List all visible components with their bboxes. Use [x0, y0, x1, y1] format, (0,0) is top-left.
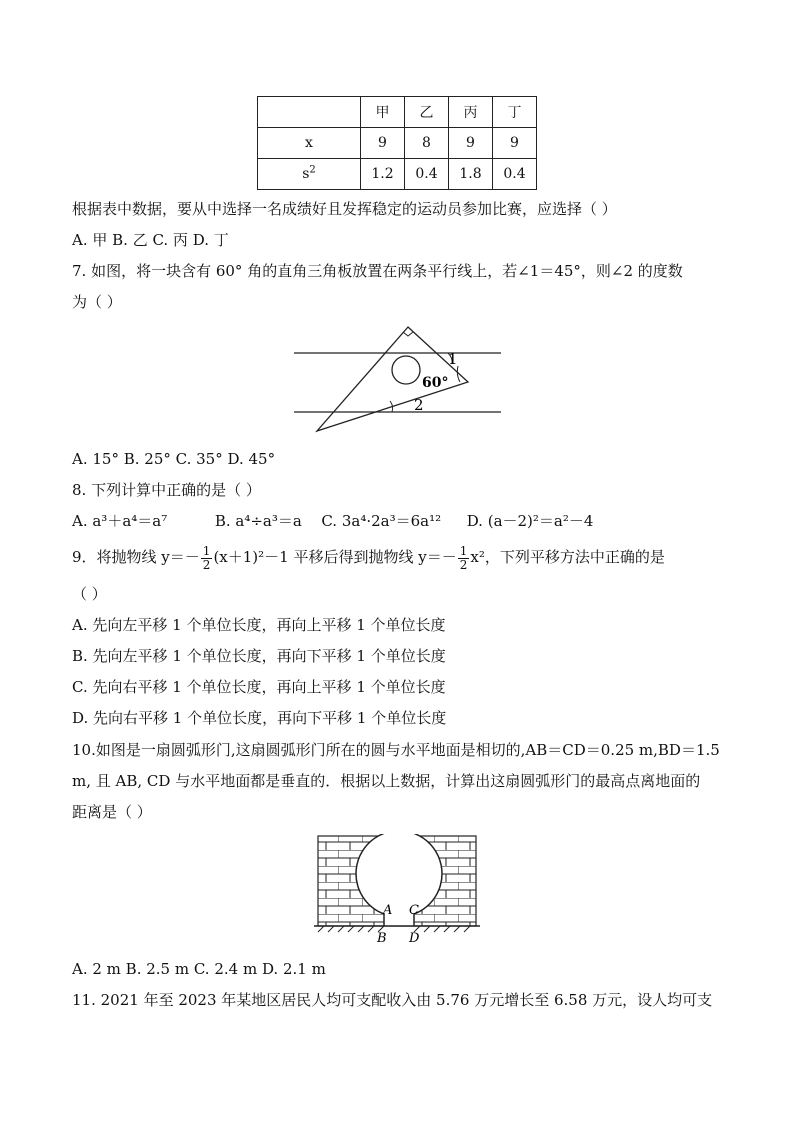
- table-row: [258, 128, 537, 159]
- angle-1-label: 1: [448, 350, 458, 368]
- q8-option-c: C. 3a⁴·2a³＝6a¹²: [321, 512, 442, 530]
- q7-triangle-figure: [290, 322, 505, 437]
- variance-table: [257, 96, 537, 190]
- table-header-cell: 丙: [449, 97, 493, 128]
- table-cell: 1.8: [449, 159, 493, 190]
- point-a-label: A: [383, 903, 393, 918]
- table-cell: 8: [405, 128, 449, 159]
- q6-question: 根据表中数据，要从中选择一名成绩好且发挥稳定的运动员参加比赛，应选择（ ）: [72, 200, 617, 218]
- q9-option-d: D. 先向右平移 1 个单位长度，再向下平移 1 个单位长度: [72, 709, 447, 727]
- q8-option-a: A. a³＋a⁴＝a⁷: [72, 512, 168, 530]
- angle-60-label: 60°: [422, 375, 449, 391]
- q9-option-c: C. 先向右平移 1 个单位长度，再向上平移 1 个单位长度: [72, 678, 446, 696]
- q8-option-d: D. (a－2)²＝a²－4: [466, 512, 594, 530]
- table-header-row: [258, 97, 537, 128]
- table-row: [258, 159, 537, 190]
- table-cell: 9: [361, 128, 405, 159]
- table-row-label: $s^2$: [258, 159, 361, 190]
- table-header-cell: 甲: [361, 97, 405, 128]
- table-cell: 9: [493, 128, 537, 159]
- q10-options: A. 2 m B. 2.5 m C. 2.4 m D. 2.1 m: [72, 960, 326, 978]
- q11-question: 11. 2021 年至 2023 年某地区居民人均可支配收入由 5.76 万元增长至 6.58 万元，设人均可支: [72, 991, 713, 1009]
- q10-question-cont: m, 且 AB, CD 与水平地面都是垂直的．根据以上数据，计算出这扇圆弧形门的最高点离地面的: [72, 772, 701, 790]
- table-header-cell: 乙: [405, 97, 449, 128]
- q10-question-cont2: 距离是（ ）: [72, 803, 152, 821]
- q9-paren: （ ）: [72, 585, 107, 603]
- q6-options: A. 甲 B. 乙 C. 丙 D. 丁: [72, 231, 229, 249]
- table-corner-cell: [258, 97, 361, 128]
- fraction: $\frac{1}{2}$: [459, 543, 468, 572]
- table-cell: 1.2: [361, 159, 405, 190]
- point-d-label: D: [409, 931, 420, 946]
- point-c-label: C: [409, 903, 419, 918]
- q9-option-a: A. 先向左平移 1 个单位长度，再向上平移 1 个单位长度: [72, 616, 446, 634]
- angle-2-label: 2: [414, 396, 424, 414]
- point-b-label: B: [377, 931, 387, 946]
- table-cell: 0.4: [405, 159, 449, 190]
- q8-question: 8. 下列计算中正确的是（ ）: [72, 481, 261, 499]
- q10-arch-door-figure: [314, 834, 480, 946]
- table-cell: 9: [449, 128, 493, 159]
- table-cell: 0.4: [493, 159, 537, 190]
- q10-question: 10.如图是一扇圆弧形门,这扇圆弧形门所在的圆与水平地面是相切的,AB＝CD＝0.25 m,BD＝1.5: [72, 741, 720, 759]
- q8-option-b: B. a⁴÷a³＝a: [214, 512, 302, 530]
- q8-options: [72, 511, 593, 531]
- table-row-label: x: [258, 128, 361, 159]
- q7-question: 7. 如图，将一块含有 60° 角的直角三角板放置在两条平行线上，若∠1＝45°，则∠2 的度数: [72, 262, 683, 280]
- q9-option-b: B. 先向左平移 1 个单位长度，再向下平移 1 个单位长度: [72, 647, 446, 665]
- fraction: $\frac{1}{2}$: [202, 543, 211, 572]
- q7-options: A. 15° B. 25° C. 35° D. 45°: [72, 450, 276, 468]
- q7-question-cont: 为（ ）: [72, 293, 122, 311]
- table-header-cell: 丁: [493, 97, 537, 128]
- q9-question: 9．将抛物线 y＝－ $\frac{1}{2}$ (x＋1)²－1 平移后得到抛物线 y＝－ $\frac{1}{2}$ x²，下列平移方法中正确的是: [72, 543, 665, 572]
